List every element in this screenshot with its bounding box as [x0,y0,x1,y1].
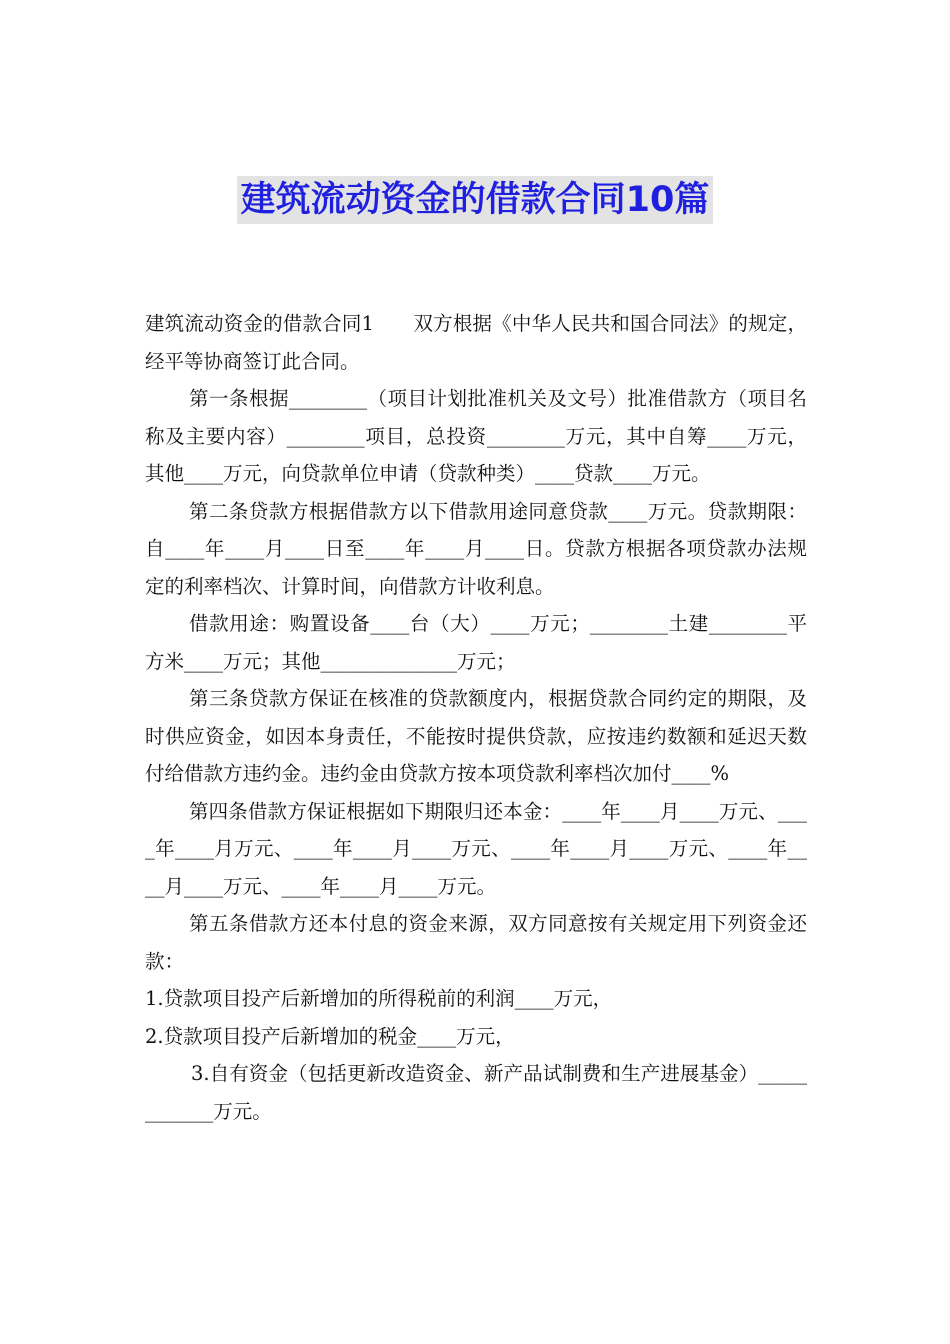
paragraph-article-5: 第五条借款方还本付息的资金来源，双方同意按有关规定用下列资金还款： [145,912,807,973]
document-title: 建筑流动资金的借款合同10篇 [237,176,714,224]
paragraph-article-1: 第一条根据________（项目计划批准机关及文号）批准借款方（项目名称及主要内容）________项目，总投资________万元，其中自筹____万元，其他____万元，向贷款单位申请（贷款种类）____贷款____万元。 [145,387,807,485]
list-item-2: 2.贷款项目投产后新增加的税金____万元， [145,1024,515,1048]
paragraph-loan-use: 借款用途：购置设备____台（大）____万元；________土建________平方米____万元；其他______________万元； [145,612,807,673]
document-body [145,305,807,1130]
paragraph-article-3: 第三条贷款方保证在核准的贷款额度内，根据贷款合同约定的期限，及时供应资金，如因本身责任，不能按时提供贷款，应按违约数额和延迟天数付给借款方违约金。违约金由贷款方按本项贷款利率档次加付____% [145,687,807,785]
paragraph-intro: 建筑流动资金的借款合同1 双方根据《中华人民共和国合同法》的规定，经平等协商签订此合同。 [145,312,807,373]
title-container [0,176,950,224]
list-item-1: 1.贷款项目投产后新增加的所得税前的利润____万元， [145,987,613,1010]
list-item-3: 3.自有资金（包括更新改造资金、新产品试制费和生产进展基金）____________万元。 [145,1062,807,1123]
paragraph-article-4: 第四条借款方保证根据如下期限归还本金：____年____月____万元、____年____月万元、____年____月____万元、____年____月____万元、____年____月____万元、____年____月____万元。 [145,799,807,898]
paragraph-article-2: 第二条贷款方根据借款方以下借款用途同意贷款____万元。贷款期限：自____年____月____日至____年____月____日。贷款方根据各项贷款办法规定的利率档次、计算时间，向借款方计收利息。 [145,499,807,598]
